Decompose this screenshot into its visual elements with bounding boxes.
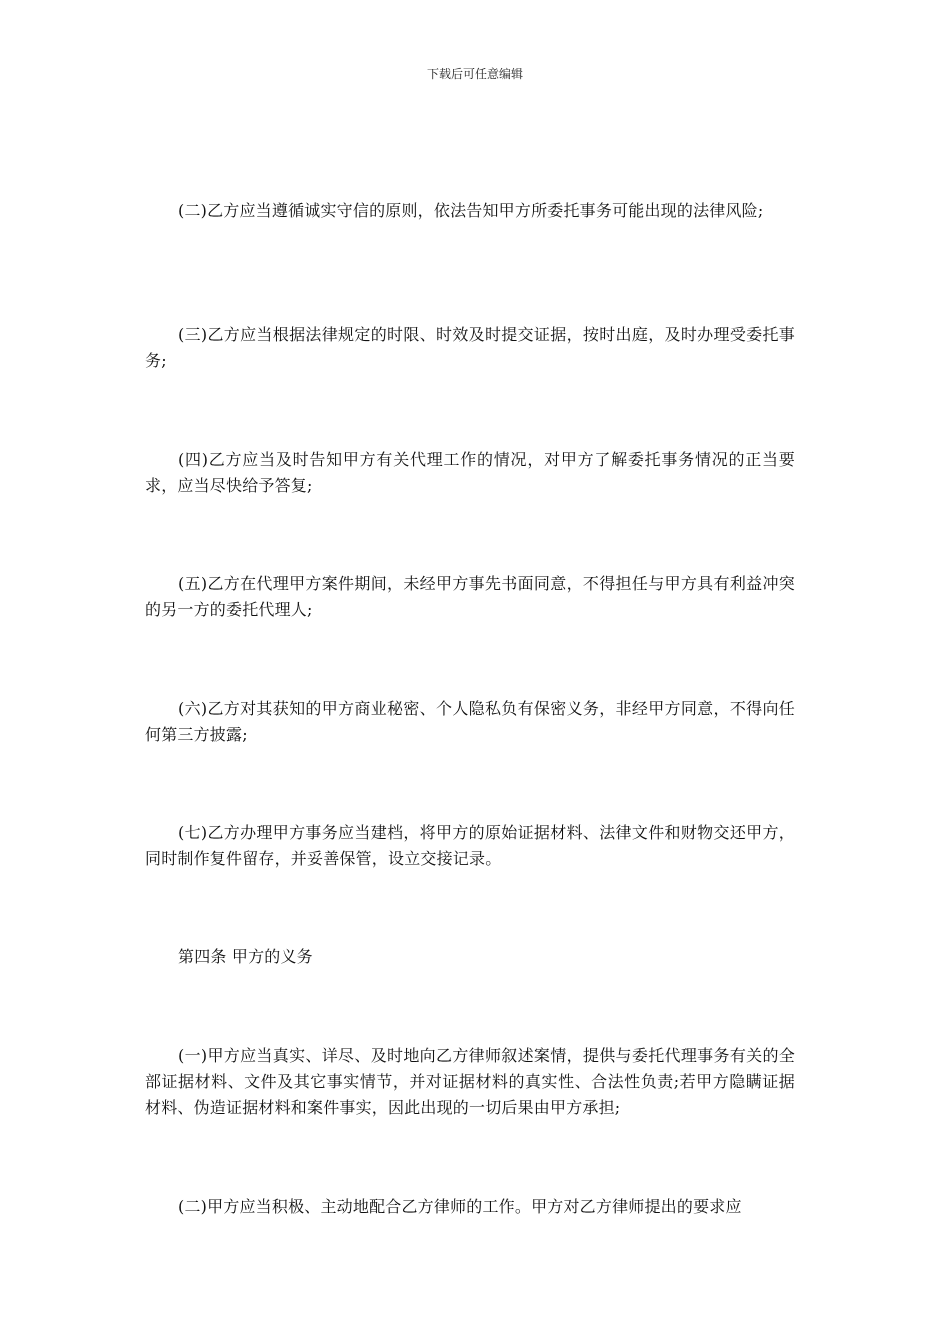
clause-paragraph-7: (七)乙方办理甲方事务应当建档，将甲方的原始证据材料、法律文件和财物交还甲方，同时制作复件留存，并妥善保管，设立交接记录。	[145, 823, 795, 868]
clause-paragraph-2: (二)乙方应当遵循诚实守信的原则，依法告知甲方所委托事务可能出现的法律风险;	[178, 201, 764, 220]
clause-paragraph-5: (五)乙方在代理甲方案件期间，未经甲方事先书面同意，不得担任与甲方具有利益冲突的另一方的委托代理人;	[145, 574, 795, 619]
obligation-paragraph-2: (二)甲方应当积极、主动地配合乙方律师的工作。甲方对乙方律师提出的要求应	[178, 1197, 742, 1216]
article-heading: 第四条 甲方的义务	[178, 947, 313, 966]
clause-paragraph-4: (四)乙方应当及时告知甲方有关代理工作的情况，对甲方了解委托事务情况的正当要求，应当尽快给予答复;	[145, 450, 795, 495]
clause-paragraph-6: (六)乙方对其获知的甲方商业秘密、个人隐私负有保密义务，非经甲方同意，不得向任何第三方披露;	[145, 699, 795, 744]
page-header-note: 下载后可任意编辑	[426, 67, 523, 81]
clause-paragraph-3: (三)乙方应当根据法律规定的时限、时效及时提交证据，按时出庭，及时办理受委托事务;	[145, 325, 795, 370]
obligation-paragraph-1: (一)甲方应当真实、详尽、及时地向乙方律师叙述案情，提供与委托代理事务有关的全部证据材料、文件及其它事实情节，并对证据材料的真实性、合法性负责;若甲方隐瞒证据材料、伪造证据材料和案件事实，因此出现的一切后果由甲方承担;	[145, 1046, 795, 1117]
